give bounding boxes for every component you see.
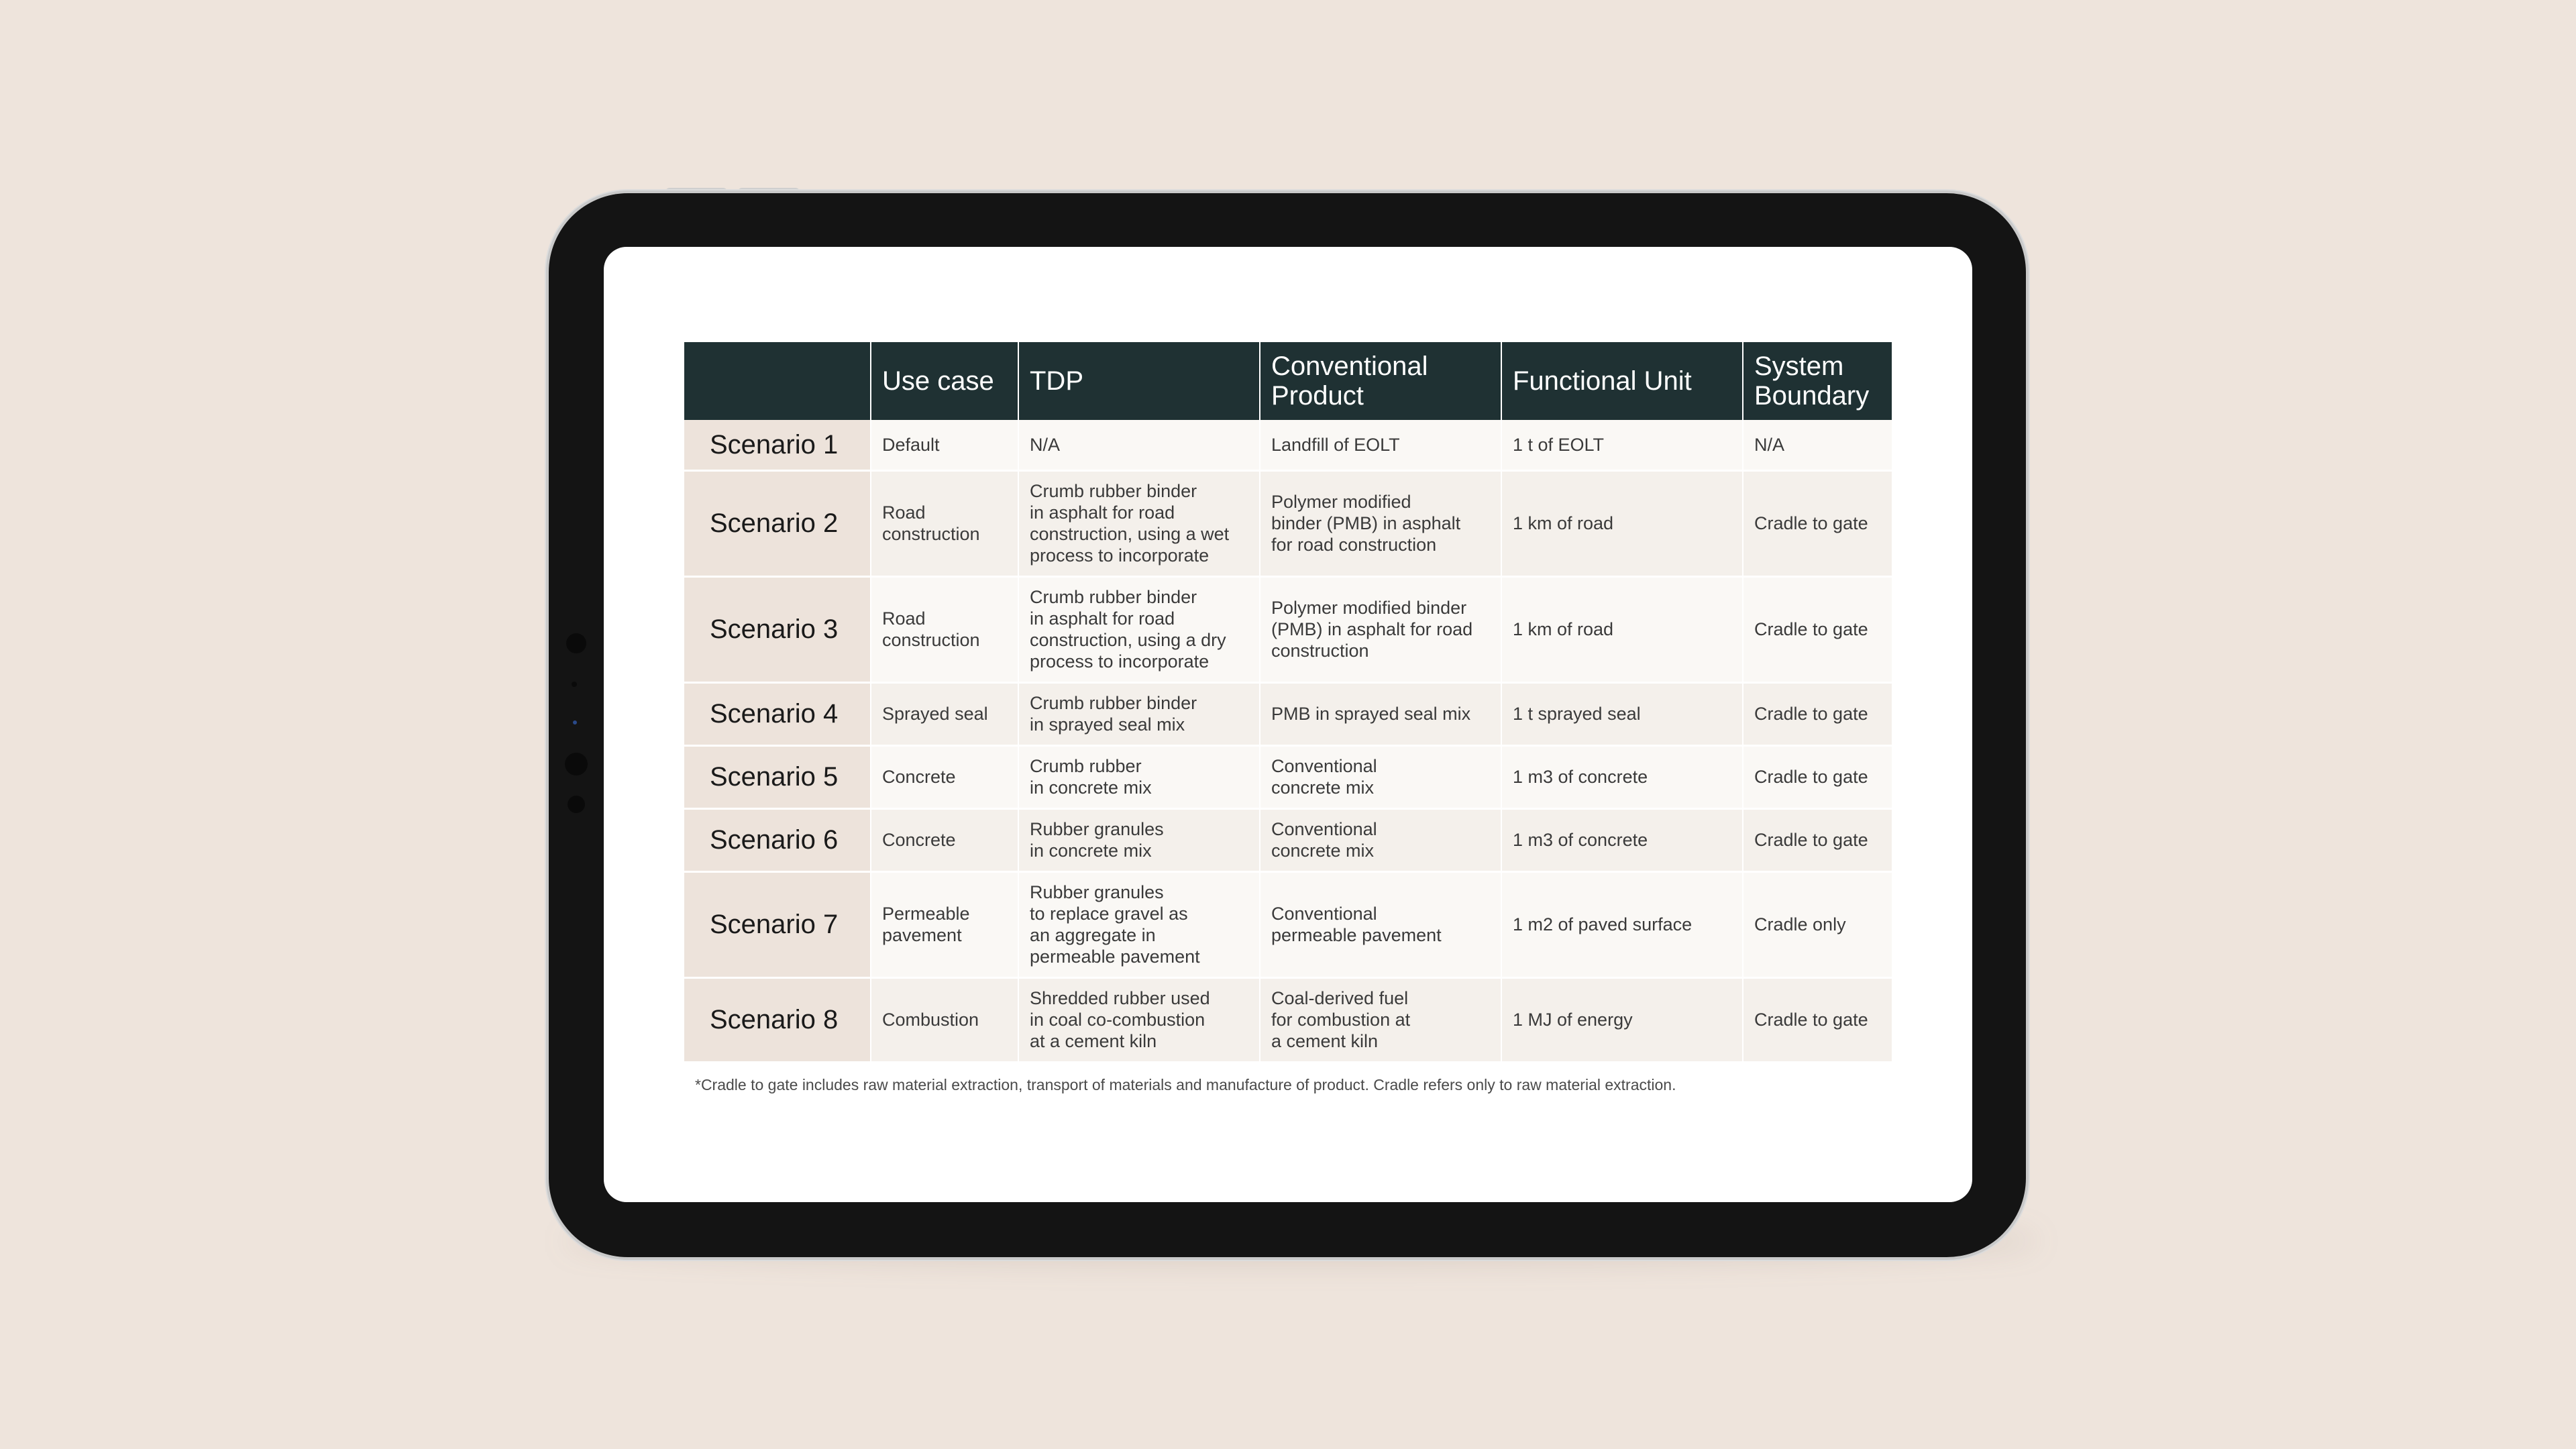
- use-case-cell: Concrete: [871, 745, 1018, 808]
- boundary-cell: N/A: [1743, 420, 1892, 470]
- functional-unit-cell: 1 t sprayed seal: [1501, 682, 1743, 745]
- use-case-cell: Default: [871, 420, 1018, 470]
- functional-unit-cell: 1 m3 of concrete: [1501, 745, 1743, 808]
- scenario-label: Scenario 1: [684, 420, 871, 470]
- use-case-cell: Road construction: [871, 470, 1018, 576]
- table-header-row: [684, 342, 1892, 420]
- volume-button-top-left: [665, 188, 727, 193]
- table-row: [684, 871, 1892, 977]
- table-row: [684, 576, 1892, 682]
- table-row: [684, 682, 1892, 745]
- boundary-cell: Cradle to gate: [1743, 576, 1892, 682]
- conventional-cell: PMB in sprayed seal mix: [1260, 682, 1501, 745]
- scenario-label: Scenario 2: [684, 470, 871, 576]
- functional-unit-cell: 1 km of road: [1501, 470, 1743, 576]
- scenario-table: [684, 342, 1892, 1063]
- use-case-cell: Sprayed seal: [871, 682, 1018, 745]
- use-case-cell: Permeable pavement: [871, 871, 1018, 977]
- use-case-cell: Road construction: [871, 576, 1018, 682]
- table-row: [684, 420, 1892, 470]
- functional-unit-cell: 1 m3 of concrete: [1501, 808, 1743, 871]
- boundary-cell: Cradle to gate: [1743, 977, 1892, 1062]
- footnote: *Cradle to gate includes raw material extraction, transport of materials and manufacture of product. Cradle refers only to raw material extraction.: [695, 1076, 1676, 1093]
- header-tdp: TDP: [1018, 342, 1260, 420]
- header-functional-unit: Functional Unit: [1501, 342, 1743, 420]
- conventional-cell: Conventional concrete mix: [1260, 745, 1501, 808]
- camera-lens-icon: [573, 720, 577, 724]
- boundary-cell: Cradle to gate: [1743, 808, 1892, 871]
- scenario-label: Scenario 3: [684, 576, 871, 682]
- sensor-dot-2: [572, 682, 577, 687]
- boundary-cell: Cradle to gate: [1743, 682, 1892, 745]
- use-case-cell: Concrete: [871, 808, 1018, 871]
- scenario-label: Scenario 6: [684, 808, 871, 871]
- scenario-label: Scenario 4: [684, 682, 871, 745]
- tdp-cell: Crumb rubber in concrete mix: [1018, 745, 1260, 808]
- tablet-screen: [604, 247, 1972, 1202]
- boundary-cell: Cradle to gate: [1743, 745, 1892, 808]
- conventional-cell: Landfill of EOLT: [1260, 420, 1501, 470]
- volume-button-top-right: [738, 188, 800, 193]
- conventional-cell: Polymer modified binder (PMB) in asphalt for road construction: [1260, 576, 1501, 682]
- table-row: [684, 977, 1892, 1062]
- conventional-cell: Conventional permeable pavement: [1260, 871, 1501, 977]
- scenario-label: Scenario 5: [684, 745, 871, 808]
- table-row: [684, 745, 1892, 808]
- conventional-cell: Polymer modified binder (PMB) in asphalt for road construction: [1260, 470, 1501, 576]
- table-row: [684, 470, 1892, 576]
- functional-unit-cell: 1 MJ of energy: [1501, 977, 1743, 1062]
- tdp-cell: Crumb rubber binder in asphalt for road construction, using a wet process to incorporate: [1018, 470, 1260, 576]
- table-row: [684, 808, 1892, 871]
- use-case-cell: Combustion: [871, 977, 1018, 1062]
- functional-unit-cell: 1 t of EOLT: [1501, 420, 1743, 470]
- header-use-case: Use case: [871, 342, 1018, 420]
- header-system-boundary: System Boundary: [1743, 342, 1892, 420]
- tdp-cell: Rubber granules in concrete mix: [1018, 808, 1260, 871]
- functional-unit-cell: 1 m2 of paved surface: [1501, 871, 1743, 977]
- conventional-cell: Coal-derived fuel for combustion at a cement kiln: [1260, 977, 1501, 1062]
- scenario-label: Scenario 7: [684, 871, 871, 977]
- header-blank: [684, 342, 871, 420]
- sensor-dot-1: [566, 633, 586, 653]
- conventional-cell: Conventional concrete mix: [1260, 808, 1501, 871]
- camera-icon: [565, 753, 588, 775]
- boundary-cell: Cradle only: [1743, 871, 1892, 977]
- boundary-cell: Cradle to gate: [1743, 470, 1892, 576]
- tdp-cell: N/A: [1018, 420, 1260, 470]
- tdp-cell: Rubber granules to replace gravel as an aggregate in permeable pavement: [1018, 871, 1260, 977]
- tdp-cell: Crumb rubber binder in sprayed seal mix: [1018, 682, 1260, 745]
- tdp-cell: Shredded rubber used in coal co-combustion at a cement kiln: [1018, 977, 1260, 1062]
- tdp-cell: Crumb rubber binder in asphalt for road construction, using a dry process to incorporate: [1018, 576, 1260, 682]
- scenario-label: Scenario 8: [684, 977, 871, 1062]
- sensor-dot-3: [568, 796, 585, 813]
- functional-unit-cell: 1 km of road: [1501, 576, 1743, 682]
- header-conventional-product: Conventional Product: [1260, 342, 1501, 420]
